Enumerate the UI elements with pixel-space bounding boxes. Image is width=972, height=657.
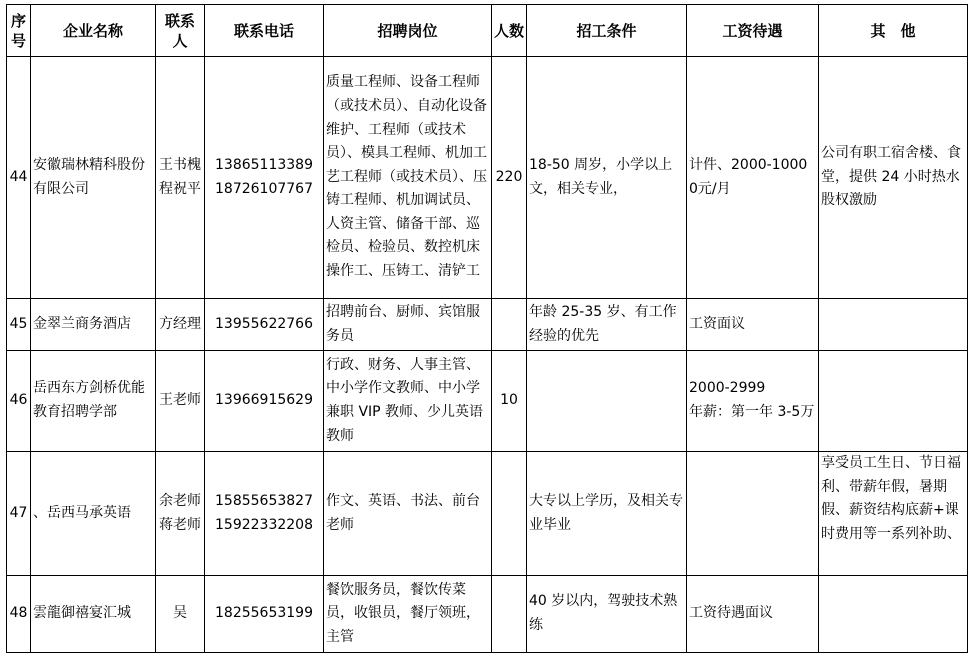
other-cell	[819, 299, 968, 351]
conditions: 18-50 周岁，小学以上文，相关专业，	[527, 57, 687, 299]
header-count: 人数	[492, 5, 527, 57]
contact-person: 方经理	[159, 315, 201, 332]
contact-person: 蒋老师	[159, 516, 201, 533]
phone-number: 18255653199	[215, 605, 313, 622]
table-header-row	[7, 5, 968, 57]
wage: 计件、2000-10000元/月	[687, 57, 819, 299]
company-name: 金翠兰商务酒店	[31, 299, 156, 351]
contact-person: 余老师	[159, 492, 201, 509]
phone-cell	[205, 57, 324, 299]
other-cell	[819, 452, 968, 576]
other-cell	[819, 57, 968, 299]
headcount: 220	[492, 57, 527, 299]
contact-cell	[156, 452, 205, 576]
table-row	[7, 452, 968, 576]
contact-person: 王老师	[159, 392, 201, 409]
header-wage: 工资待遇	[687, 5, 819, 57]
headcount: 10	[492, 351, 527, 452]
row-number: 47	[7, 452, 31, 576]
phone-number: 15855653827	[215, 492, 313, 509]
headcount	[492, 452, 527, 576]
phone-number: 18726107767	[215, 180, 313, 197]
wage: 工资待遇面议	[687, 576, 819, 653]
headcount	[492, 299, 527, 351]
header-other: 其 他	[819, 5, 968, 57]
other-cell	[819, 576, 968, 653]
row-number: 44	[7, 57, 31, 299]
table-row	[7, 57, 968, 299]
company-name: 雲龍御禧宴汇城	[31, 576, 156, 653]
header-phone: 联系电话	[205, 5, 324, 57]
other-cell	[819, 351, 968, 452]
contact-cell	[156, 57, 205, 299]
header-no: 序号	[7, 5, 31, 57]
conditions: 年龄 25-35 岁、有工作经验的优先	[527, 299, 687, 351]
positions: 行政、财务、人事主管、中小学作文教师、中小学兼职 VIP 教师、少儿英语教师	[324, 351, 492, 452]
other-text: 公司有职工宿舍楼、食堂，提供 24 小时热水	[821, 145, 961, 185]
conditions: 大专以上学历，及相关专业毕业	[527, 452, 687, 576]
company-name: 、岳西马承英语	[31, 452, 156, 576]
table-row	[7, 351, 968, 452]
conditions	[527, 351, 687, 452]
row-number: 45	[7, 299, 31, 351]
positions: 作文、英语、书法、前台老师	[324, 452, 492, 576]
phone-cell	[205, 351, 324, 452]
wage-line: 年薪：第一年 3-5万	[689, 404, 815, 420]
phone-number: 15922332208	[215, 516, 313, 533]
phone-number: 13955622766	[215, 315, 313, 332]
row-number: 46	[7, 351, 31, 452]
contact-person: 王书槐	[159, 156, 201, 173]
phone-cell	[205, 299, 324, 351]
phone-cell	[205, 452, 324, 576]
phone-cell	[205, 576, 324, 653]
positions: 招聘前台、厨师、宾馆服务员	[324, 299, 492, 351]
table-row	[7, 576, 968, 653]
positions: 质量工程师、设备工程师（或技术员）、自动化设备维护、工程师（或技术员）、模具工程师、机加工艺工程师（或技术员）、压铸工程师、机加调试员、人资主管、储备干部、巡检员、检验员、数控机床操作工、压铸工、清铲工	[324, 57, 492, 299]
row-number: 48	[7, 576, 31, 653]
contact-cell	[156, 351, 205, 452]
wage	[687, 452, 819, 576]
header-positions: 招聘岗位	[324, 5, 492, 57]
wage: 工资面议	[687, 299, 819, 351]
conditions: 40 岁以内，驾驶技术熟练	[527, 576, 687, 653]
phone-number: 13966915629	[215, 392, 313, 409]
header-company: 企业名称	[31, 5, 156, 57]
contact-person: 程祝平	[159, 180, 201, 197]
contact-cell	[156, 576, 205, 653]
wage-cell	[687, 351, 819, 452]
contact-person: 吴	[173, 605, 187, 622]
company-name: 岳西东方剑桥优能教育招聘学部	[31, 351, 156, 452]
header-conditions: 招工条件	[527, 5, 687, 57]
headcount	[492, 576, 527, 653]
company-name: 安徽瑞林精科股份有限公司	[31, 57, 156, 299]
wage-line: 2000-2999	[689, 380, 766, 397]
table-row	[7, 299, 968, 351]
contact-cell	[156, 299, 205, 351]
phone-number: 13865113389	[215, 156, 313, 173]
header-contact: 联系人	[156, 5, 205, 57]
positions: 餐饮服务员，餐饮传菜员，收银员，餐厅领班，主管	[324, 576, 492, 653]
job-listing-table	[6, 4, 968, 653]
other-text: 享受员工生日、节日福利、带薪年假，暑期假、薪资结构底薪+课时费用等一系列补助、	[821, 455, 961, 542]
other-text: 股权激励	[821, 192, 877, 209]
